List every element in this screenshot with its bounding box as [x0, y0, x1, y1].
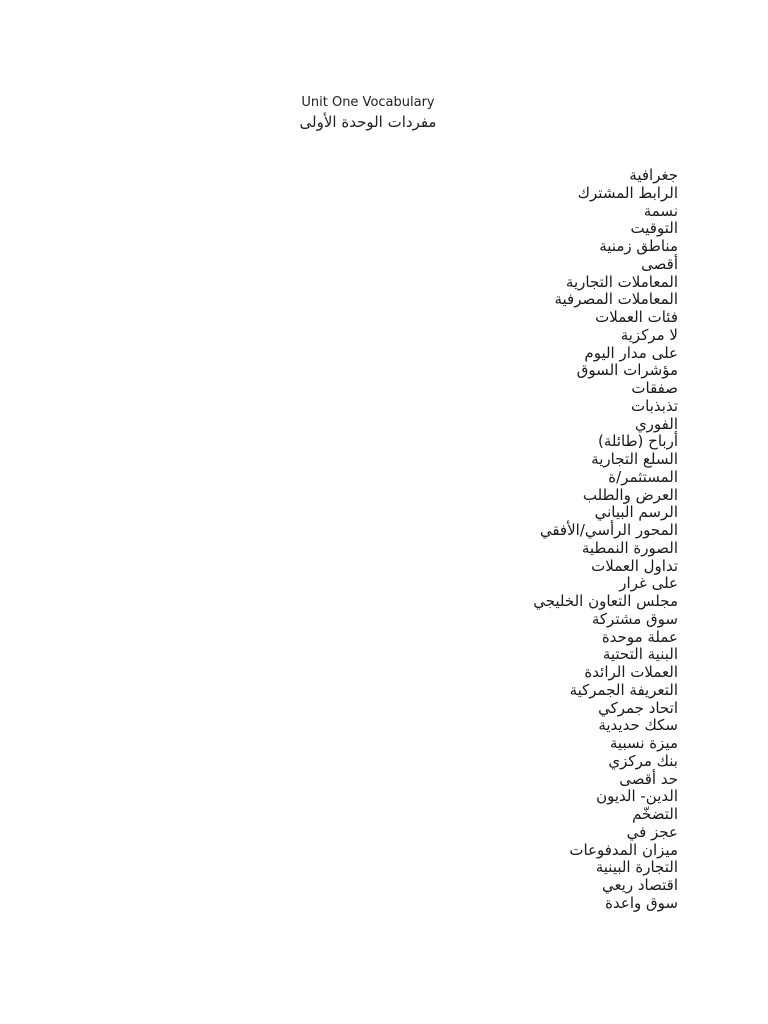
- vocabulary-list: [278, 167, 678, 913]
- title-english: Unit One Vocabulary: [301, 95, 435, 110]
- vocabulary-item: الرابط المشترك: [577, 183, 678, 202]
- vocabulary-item: فئات العملات: [595, 308, 678, 326]
- vocabulary-item: لا مركزية: [620, 325, 678, 344]
- vocabulary-item: صفقات: [631, 379, 678, 397]
- vocabulary-item: سكك حديدية: [598, 716, 678, 735]
- vocabulary-item: على غرار: [619, 574, 678, 593]
- vocabulary-item: على مدار اليوم: [584, 343, 678, 362]
- vocabulary-item: البنية التحتية: [602, 645, 678, 664]
- vocabulary-item: اتحاد جمركي: [598, 698, 678, 717]
- vocabulary-item: العرض والطلب: [582, 485, 678, 504]
- vocabulary-item: ميزان المدفوعات: [569, 840, 678, 859]
- vocabulary-item: سوق مشتركة: [591, 609, 678, 628]
- vocabulary-item: مؤشرات السوق: [576, 361, 678, 380]
- vocabulary-item: أقصى: [641, 254, 678, 273]
- vocabulary-item: المعاملات المصرفية: [554, 290, 678, 309]
- vocabulary-item: التضخّم: [632, 805, 678, 823]
- title-block: [0, 94, 768, 132]
- title-arabic: مفردات الوحدة الأولى: [299, 113, 437, 131]
- vocabulary-item: تداول العملات: [591, 556, 678, 575]
- vocabulary-item: تذبذبات: [631, 396, 678, 415]
- vocabulary-item: بنك مركزي: [608, 751, 678, 770]
- vocabulary-item: التجارة البينية: [595, 858, 678, 877]
- vocabulary-item: اقتصاد ريعي: [601, 876, 678, 894]
- vocabulary-item: مجلس التعاون الخليجي: [533, 592, 678, 610]
- vocabulary-item: السلع التجارية: [591, 450, 678, 468]
- vocabulary-item: الدين- الديون: [596, 787, 678, 806]
- vocabulary-item: عملة موحدة: [601, 627, 678, 646]
- vocabulary-item: الفوري: [634, 414, 678, 433]
- vocabulary-item: المستثمر/ة: [608, 467, 678, 486]
- vocabulary-item: الرسم البياني: [594, 503, 678, 522]
- vocabulary-item: العملات الرائدة: [584, 663, 678, 681]
- vocabulary-item: التعريفة الجمركية: [569, 680, 678, 699]
- vocabulary-item: ميزة نسبية: [609, 734, 678, 752]
- vocabulary-item: عجز في: [626, 822, 678, 841]
- vocabulary-item: المعاملات التجارية: [565, 272, 678, 291]
- vocabulary-item: التوقيت: [630, 219, 678, 238]
- vocabulary-item: الصورة النمطية: [581, 538, 678, 557]
- vocabulary-item: أرباح (طائلة): [597, 432, 678, 451]
- vocabulary-item: جغرافية: [629, 166, 678, 184]
- vocabulary-item: سوق واعدة: [605, 893, 678, 912]
- vocabulary-item: المحور الرأسي/الأفقي: [539, 521, 678, 539]
- vocabulary-item: نسمة: [643, 201, 678, 220]
- vocabulary-item: مناطق زمنية: [599, 237, 678, 255]
- vocabulary-item: حد أقصى: [619, 769, 678, 788]
